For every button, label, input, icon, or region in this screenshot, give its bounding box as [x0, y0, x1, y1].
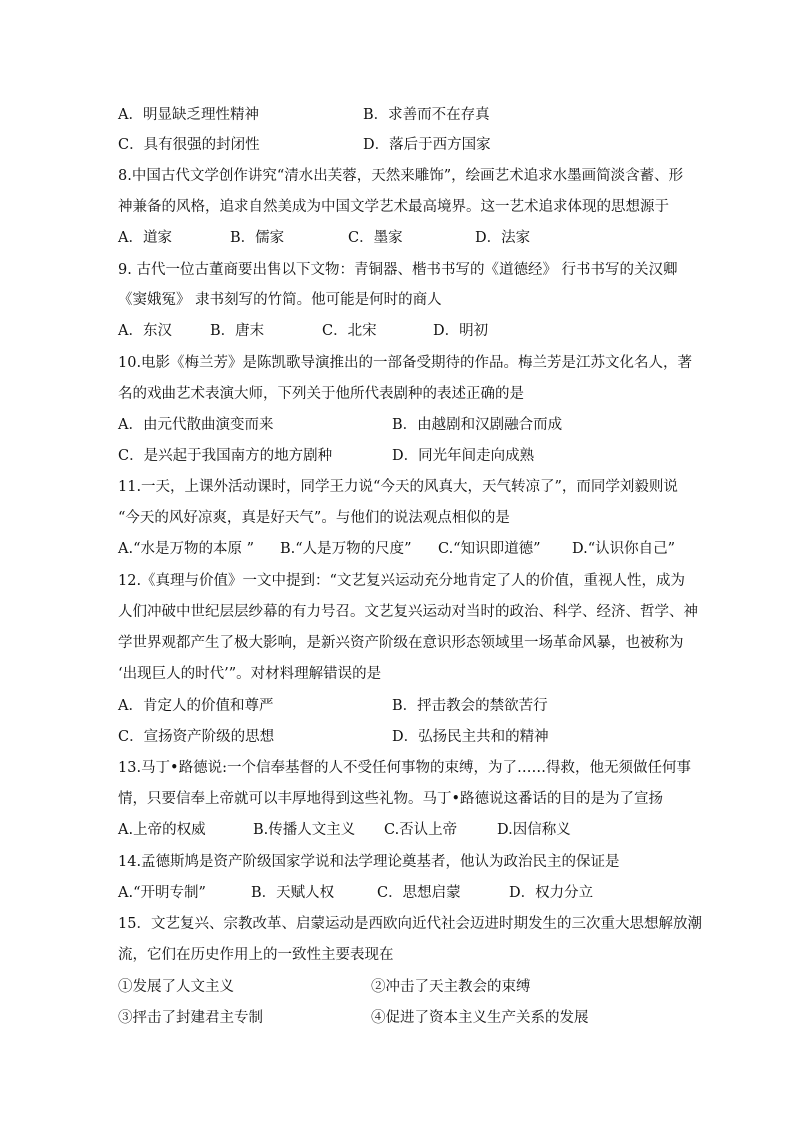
- q8-option-a: A．道家: [118, 230, 172, 246]
- q12-option-d: D．弘扬民主共和的精神: [392, 729, 549, 745]
- q10-option-b: B．由越剧和汉剧融合而成: [392, 417, 563, 433]
- q15-stem-line-1: 15．文艺复兴、宗教改革、启蒙运动是西欧向近代社会迈进时期发生的三次重大思想解放潮: [118, 916, 702, 932]
- q7-option-a: A．明显缺乏理性精神: [118, 107, 259, 123]
- q13-stem-line-2: 情，只要信奉上帝就可以丰厚地得到这些礼物。马丁•路德说这番话的目的是为了宣扬: [118, 791, 664, 807]
- q9-options-row: [118, 322, 698, 340]
- q8-option-b: B．儒家: [230, 230, 285, 246]
- q14-option-c: C．思想启蒙: [377, 885, 461, 901]
- q9-option-a: A．东汉: [118, 323, 172, 339]
- q13-option-b: B.传播人文主义: [253, 822, 356, 838]
- q7-options-row-2: [118, 136, 698, 154]
- q14-stem-line-1: 14.孟德斯鸠是资产阶级国家学说和法学理论奠基者，他认为政治民主的保证是: [118, 854, 620, 870]
- q8-stem-line-1: 8.中国古代文学创作讲究“清水出芙蓉，天然来雕饰”，绘画艺术追求水墨画简淡含蓄、形: [118, 168, 684, 184]
- q10-options-row-2: [118, 447, 698, 465]
- q12-stem-line-1: 12.《真理与价值》一文中提到：“文艺复兴运动充分地肯定了人的价值，重视人性，成为: [118, 573, 685, 589]
- q15-item-3: ③抨击了封建君主专制: [118, 1010, 263, 1026]
- q11-stem-line-1: 11.一天，上课外活动课时，同学王力说“今天的风真大，天气转凉了”，而同学刘毅则说: [118, 479, 678, 495]
- q12-stem-line-4: ‘出现巨人的时代’”。对材料理解错误的是: [118, 666, 382, 682]
- q11-stem-line-2: “今天的风好凉爽，真是好天气”。与他们的说法观点相似的是: [118, 510, 510, 526]
- q12-option-a: A．肯定人的价值和尊严: [118, 698, 274, 714]
- q10-option-d: D．同光年间走向成熟: [392, 448, 535, 464]
- q10-stem-line-1: 10.电影《梅兰芳》是陈凯歌导演推出的一部备受期待的作品。梅兰芳是江苏文化名人，著: [118, 355, 693, 371]
- q7-option-b: B．求善而不在存真: [363, 107, 490, 123]
- q7-options-row-1: [118, 106, 698, 124]
- q8-option-c: C．墨家: [348, 230, 403, 246]
- q7-option-c: C．具有很强的封闭性: [118, 137, 260, 153]
- q9-option-c: C．北宋: [322, 323, 377, 339]
- q14-option-b: B．天赋人权: [251, 885, 335, 901]
- q12-options-row-2: [118, 728, 698, 746]
- q13-option-c: C.否认上帝: [384, 822, 458, 838]
- q12-stem-line-3: 学世界观都产生了极大影响，是新兴资产阶级在意识形态领域里一场革命风暴，也被称为: [118, 635, 684, 651]
- q14-option-a: A.“开明专制”: [118, 885, 206, 901]
- q12-option-c: C．宣扬资产阶级的思想: [118, 729, 275, 745]
- q8-options-row: [118, 229, 698, 247]
- q15-item-4: ④促进了资本主义生产关系的发展: [371, 1010, 589, 1026]
- q9-option-d: D．明初: [433, 323, 489, 339]
- q10-stem-line-2: 名的戏曲艺术表演大师，下列关于他所代表剧种的表述正确的是: [118, 386, 524, 402]
- q9-stem-line-1: 9. 古代一位古董商要出售以下文物：青铜器、楷书书写的《道德经》 行书书写的关汉卿: [118, 262, 678, 278]
- q8-stem-line-2: 神兼备的风格，追求自然美成为中国文学艺术最高境界。这一艺术追求体现的思想源于: [118, 199, 669, 215]
- q14-option-d: D．权力分立: [509, 885, 594, 901]
- q13-options-row: [118, 821, 698, 839]
- q7-option-d: D．落后于西方国家: [363, 137, 491, 153]
- q13-option-d: D.因信称义: [497, 822, 571, 838]
- q15-item-1: ①发展了人文主义: [118, 979, 234, 995]
- q8-option-d: D．法家: [475, 230, 531, 246]
- q13-stem-line-1: 13.马丁•路德说:一个信奉基督的人不受任何事物的束缚，为了……得救，他无须做任何事: [118, 760, 691, 776]
- q11-option-a: A.“水是万物的本原 ”: [118, 541, 255, 557]
- q15-items-row-1: [118, 978, 698, 996]
- q15-stem-line-2: 流，它们在历史作用上的一致性主要表现在: [118, 947, 394, 963]
- q10-options-row-1: [118, 416, 698, 434]
- q15-item-2: ②冲击了天主教会的束缚: [371, 979, 531, 995]
- q15-items-row-2: [118, 1009, 698, 1027]
- q11-options-row: [118, 540, 698, 558]
- q12-option-b: B．抨击教会的禁欲苦行: [392, 698, 548, 714]
- q14-options-row: [118, 884, 698, 902]
- q12-options-row-1: [118, 697, 698, 715]
- q12-stem-line-2: 人们冲破中世纪层层纱幕的有力号召。文艺复兴运动对当时的政治、科学、经济、哲学、神: [118, 604, 698, 620]
- q11-option-c: C.“知识即道德”: [438, 541, 541, 557]
- q10-option-a: A．由元代散曲演变而来: [118, 417, 274, 433]
- q9-option-b: B．唐末: [210, 323, 265, 339]
- q10-option-c: C．是兴起于我国南方的地方剧种: [118, 448, 333, 464]
- q9-stem-line-2: 《窦娥冤》 隶书刻写的竹简。他可能是何时的商人: [118, 292, 442, 308]
- q13-option-a: A.上帝的权威: [118, 822, 206, 838]
- q11-option-b: B.“人是万物的尺度”: [280, 541, 412, 557]
- q11-option-d: D.“认识你自己”: [572, 541, 676, 557]
